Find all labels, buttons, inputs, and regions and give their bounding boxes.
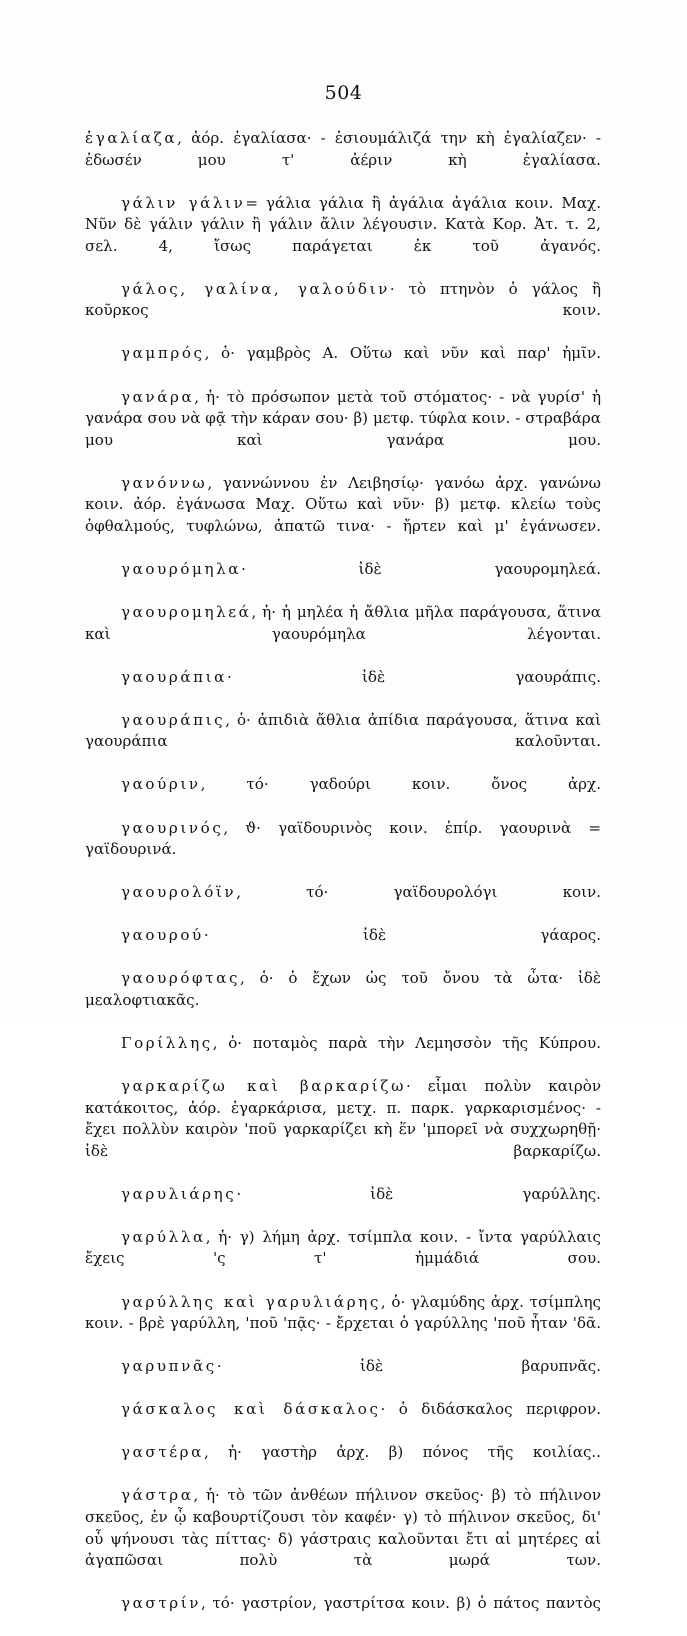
dictionary-entry <box>85 128 601 193</box>
dictionary-entry <box>85 1356 601 1399</box>
entry-definition: · ἰδὲ βαρυπνᾶς. <box>216 1357 601 1376</box>
dictionary-entry <box>85 1292 601 1357</box>
entry-headword: γάλιν γάλιν <box>121 193 246 212</box>
entry-definition: = γάλια γάλια ἢ ἀγάλια ἀγάλια κοιν. Μαχ. Νῦν δὲ γάλιν γάλιν ἢ γάλιν ἄλιν λέγουσιν. Κατὰ Κορ. Ἀτ. τ. 2, σελ. 4, ἴσως παράγεται ἐκ τοῦ ἀγανός. <box>85 193 601 255</box>
dictionary-entry <box>85 1593 601 1636</box>
dictionary-entry <box>85 968 601 1033</box>
entry-definition: · ἰδὲ γαουρομηλεά. <box>241 559 601 578</box>
entry-headword: γαουρινός <box>121 818 224 837</box>
entry-headword: γαουράπις <box>121 710 226 729</box>
entry-definition: , ἡ· γ) λήμη ἀρχ. τσίμπλα κοιν. - ἴντα γαρύλλαις ἔχεις 'ς τ' ἠμμάδιά σου. <box>85 1227 601 1268</box>
entry-headword: γαουρόφτας <box>121 969 241 988</box>
dictionary-entry <box>85 925 601 968</box>
entry-definition: , ἡ· τὸ τῶν ἀνθέων πήλινον σκεῦος· β) τὸ πήλινον σκεῦος, ἐν ᾧ καβουρτίζουσι τὸν καφέν· γ) τὸ πήλινον σκεῦος, δι' οὗ ψήνουσι τὰς πίττας· δ) γάστραις καλοῦνται ἔτι αἱ μητέρες αἱ ἀγαπῶσαι πολὺ τὰ μωρά των. <box>85 1486 601 1570</box>
dictionary-entry <box>85 1076 601 1184</box>
dictionary-entry <box>85 774 601 817</box>
entry-headword: γαουράπια <box>121 667 227 686</box>
entry-definition: , τό· γαστρίον, γαστρίτσα κοιν. β) ὁ πάτος παντὸς <box>201 1594 601 1613</box>
entry-headword: γαρυλιάρης <box>121 1184 237 1203</box>
entry-headword: γαρύλλα <box>121 1227 206 1246</box>
dictionary-entry <box>85 1485 601 1593</box>
entry-definition: · ἰδὲ γαρύλλης. <box>236 1184 601 1203</box>
page-number: 504 <box>324 82 363 104</box>
dictionary-entry <box>85 559 601 602</box>
entry-headword: γαούριν <box>121 775 201 794</box>
dictionary-entries-body <box>85 128 601 1636</box>
dictionary-entry <box>85 1442 601 1485</box>
entry-headword: γαρύλλης καὶ γαρυλιάρης <box>121 1292 381 1311</box>
dictionary-entry <box>85 193 601 279</box>
entry-definition: · ἰδὲ γαουράπις. <box>226 667 601 686</box>
entry-headword: γάλος, γαλίνα, γαλούδιν <box>121 279 390 298</box>
dictionary-entry <box>85 1033 601 1076</box>
dictionary-entry <box>85 602 601 667</box>
entry-definition: , ὁ· ἀπιδιὰ ἄθλια ἀπίδια παράγουσα, ἅτινα καὶ γαουράπια καλοῦνται. <box>85 710 601 751</box>
entry-definition: · εἶμαι πολὺν καιρὸν κατάκοιτος, ἀόρ. ἐγαρκάρισα, μετχ. π. παρκ. γαρκαρισμένος· - ἔχει πολλὺν καιρὸν 'ποῦ γαρκαρίζει κὴ ἕν 'μπορεῖ νὰ συχχωρηθῇ· ἰδὲ βαρκαρίζω. <box>85 1077 601 1160</box>
entry-headword: γαουρού <box>121 926 204 945</box>
entry-definition: , ἡ· τὸ πρόσωπον μετὰ τοῦ στόματος· - νὰ γυρίσ' ἡ γανάρα σου νὰ φᾷ τὴν κάραν σου· β) μετφ. τύφλα κοιν. - στραβάρα μου καὶ γανάρα μου. <box>85 387 601 449</box>
entry-headword: ἐγαλίαζα <box>85 129 178 147</box>
entry-headword: γάστρα <box>121 1486 194 1505</box>
entry-definition: , ὁ· ὁ ἔχων ὡς τοῦ ὄνου τὰ ὦτα· ἰδὲ μεαλοφτιακᾶς. <box>85 969 601 1009</box>
entry-headword: γαρυπνᾶς <box>121 1357 217 1376</box>
entry-headword: γαμπρός <box>121 344 205 363</box>
dictionary-entry <box>85 343 601 386</box>
dictionary-entry <box>85 882 601 925</box>
dictionary-entry <box>85 1184 601 1227</box>
entry-definition: , ὁ· γαμβρὸς Α. Οὕτω καὶ νῦν καὶ παρ' ἡμῖν. <box>204 344 601 363</box>
entry-definition: , τό· γαϊδουρολόγι κοιν. <box>236 883 601 902</box>
entry-headword: γαουρολόϊν <box>121 883 237 902</box>
dictionary-entry <box>85 473 601 559</box>
dictionary-entry <box>85 387 601 473</box>
entry-headword: γάσκαλος καὶ δάσκαλος <box>121 1400 381 1419</box>
entry-headword: γανόννω <box>121 473 208 492</box>
entry-headword: γανάρα <box>121 387 195 406</box>
entry-headword: γαρκαρίζω καὶ βαρκαρίζω <box>121 1077 406 1096</box>
entry-definition: · ὁ διδάσκαλος περιφρον. <box>380 1400 601 1419</box>
entry-definition: , ἀόρ. ἐγαλίασα· - ἐσιουμάλιζά την κὴ ἐγαλίαζεν· - ἐδωσέν μου τ' ἀέριν κὴ ἐγαλίασα. <box>85 129 601 169</box>
entry-headword: γαουρομηλεά <box>121 603 252 622</box>
entry-definition: , τό· γαδούρι κοιν. ὄνος ἀρχ. <box>200 775 601 794</box>
entry-headword: γαστρίν <box>121 1594 202 1613</box>
entry-headword: γαστέρα <box>121 1443 204 1462</box>
entry-headword: Γορίλλης <box>121 1033 213 1052</box>
dictionary-entry <box>85 1227 601 1292</box>
entry-definition: , ϑ· γαϊδουρινὸς κοιν. ἐπίρ. γαουρινὰ = γαϊδουρινά. <box>85 818 601 859</box>
dictionary-entry <box>85 667 601 710</box>
dictionary-entry <box>85 710 601 775</box>
entry-headword: γαουρόμηλα <box>121 559 242 578</box>
dictionary-entry <box>85 1399 601 1442</box>
entry-definition: · ἰδὲ γάαρος. <box>203 926 601 945</box>
entry-definition: · τὸ πτηνὸν ὁ γάλος ἢ κοῦρκος κοιν. <box>85 279 601 320</box>
entry-definition: , ἡ· γαστὴρ ἀρχ. β) πόνος τῆς κοιλίας.. <box>203 1443 601 1462</box>
dictionary-entry <box>85 818 601 883</box>
entry-definition: , γαννώννου ἐν Λειβησίῳ· γανόω ἀρχ. γανώνω κοιν. ἀόρ. ἐγάνωσα Μαχ. Οὕτω καὶ νῦν· β) μετφ. κλείω τοὺς ὀφθαλμούς, τυφλώνω, ἀπατῶ τινα· - ἤρτεν καὶ μ' ἐγάνωσεν. <box>85 473 601 535</box>
entry-definition: , ἡ· ἡ μηλέα ἡ ἄθλια μῆλα παράγουσα, ἅτινα καὶ γαουρόμηλα λέγονται. <box>85 603 601 643</box>
entry-definition: , ὁ· ποταμὸς παρὰ τὴν Λεμησσὸν τῆς Κύπρου. <box>212 1033 601 1052</box>
dictionary-entry <box>85 279 601 344</box>
entry-definition: , ὁ· γλαμύδης ἀρχ. τσίμπλης κοιν. - βρὲ γαρύλλη, 'ποῦ 'πᾷς· - ἔρχεται ὁ γαρύλλης 'ποῦ ἦταν 'δᾶ. <box>85 1292 601 1333</box>
